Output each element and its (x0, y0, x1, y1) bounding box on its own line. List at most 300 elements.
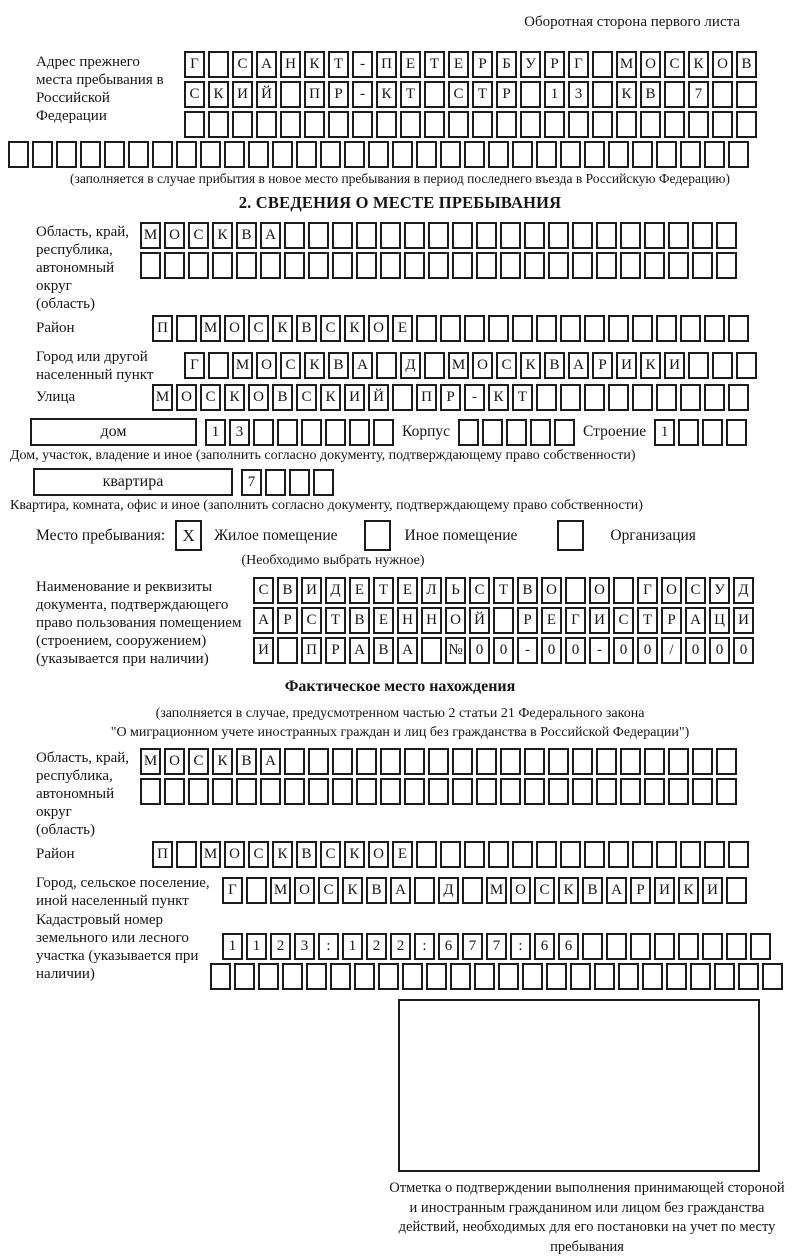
char-cell (280, 81, 301, 108)
char-cell (620, 222, 641, 249)
char-cell (246, 877, 267, 904)
char-cell: К (304, 51, 325, 78)
char-cell: Т (472, 81, 493, 108)
char-cell (188, 252, 209, 279)
char-cell (428, 778, 449, 805)
char-cell: Й (256, 81, 277, 108)
char-cell (356, 748, 377, 775)
cadastral-row-1 (222, 933, 783, 960)
char-cell (428, 748, 449, 775)
char-cell: В (296, 315, 317, 342)
char-cell (536, 141, 557, 168)
char-cell (680, 141, 701, 168)
char-cell (356, 222, 377, 249)
char-cell (416, 315, 437, 342)
char-cell (482, 419, 503, 446)
char-cell: - (589, 637, 610, 664)
char-cell: П (152, 841, 173, 868)
char-cell (176, 141, 197, 168)
char-cell: Н (280, 51, 301, 78)
char-cell (416, 841, 437, 868)
char-cell: С (469, 577, 490, 604)
char-cell (644, 222, 665, 249)
char-cell (678, 933, 699, 960)
char-cell (380, 748, 401, 775)
char-cell: О (510, 877, 531, 904)
char-cell (620, 778, 641, 805)
char-cell: 6 (438, 933, 459, 960)
char-cell: Р (328, 81, 349, 108)
char-cell (544, 111, 565, 138)
char-cell: М (140, 222, 161, 249)
char-cell: И (301, 577, 322, 604)
char-cell (140, 252, 161, 279)
char-cell (428, 252, 449, 279)
char-cell: 2 (270, 933, 291, 960)
char-cell: П (152, 315, 173, 342)
fact-region-row-1 (140, 748, 737, 775)
char-cell (632, 384, 653, 411)
char-cell: К (688, 51, 709, 78)
char-cell: Р (325, 637, 346, 664)
char-cell (632, 141, 653, 168)
char-cell: В (236, 748, 257, 775)
char-cell (524, 778, 545, 805)
char-cell: В (296, 841, 317, 868)
char-cell (512, 841, 533, 868)
char-cell: - (352, 81, 373, 108)
city-block (8, 347, 792, 384)
char-cell (277, 637, 298, 664)
char-cell (282, 963, 303, 990)
char-cell: 7 (241, 469, 262, 496)
char-cell: М (200, 841, 221, 868)
char-cell (522, 963, 543, 990)
char-cell (352, 111, 373, 138)
char-cell (668, 778, 689, 805)
house-caption: Дом, участок, владение и иное (заполнить согласно документу, подтверждающему право собственности) (10, 448, 636, 463)
char-cell (608, 384, 629, 411)
char-cell: К (558, 877, 579, 904)
char-cell (104, 141, 125, 168)
char-cell (280, 111, 301, 138)
char-cell (464, 841, 485, 868)
char-cell: Д (325, 577, 346, 604)
char-cell: И (616, 352, 637, 379)
fact-note-line1: (заполняется в случае, предусмотренном частью 2 статьи 21 Федерального закона (155, 706, 645, 721)
fact-region-label: Область, край, республика, автономный округ (область) (36, 750, 130, 838)
char-cell: С (280, 352, 301, 379)
char-cell (546, 963, 567, 990)
char-cell (584, 141, 605, 168)
char-cell: Г (222, 877, 243, 904)
char-cell (716, 252, 737, 279)
char-cell (306, 963, 327, 990)
char-cell (368, 141, 389, 168)
char-cell (301, 419, 322, 446)
char-cell: В (272, 384, 293, 411)
char-cell: 1 (544, 81, 565, 108)
char-cell: Т (493, 577, 514, 604)
char-cell: В (582, 877, 603, 904)
char-cell: И (253, 637, 274, 664)
char-cell: Е (397, 577, 418, 604)
char-cell (424, 111, 445, 138)
char-cell (524, 252, 545, 279)
char-cell: В (366, 877, 387, 904)
char-cell: - (517, 637, 538, 664)
char-cell (440, 841, 461, 868)
char-cell: М (152, 384, 173, 411)
char-cell (440, 141, 461, 168)
house-number-cells (205, 419, 394, 446)
char-cell: Л (421, 577, 442, 604)
street-block (8, 384, 792, 414)
char-cell: С (448, 81, 469, 108)
prev-address-block (8, 51, 792, 141)
char-cell (704, 315, 725, 342)
char-cell (712, 352, 733, 379)
char-cell (500, 748, 521, 775)
char-cell: К (272, 841, 293, 868)
char-cell (378, 963, 399, 990)
char-cell: А (390, 877, 411, 904)
char-cell (536, 384, 557, 411)
char-cell (678, 419, 699, 446)
char-cell: - (464, 384, 485, 411)
char-cell: 3 (229, 419, 250, 446)
char-cell (608, 315, 629, 342)
char-cell (506, 419, 527, 446)
char-cell: М (200, 315, 221, 342)
char-cell (762, 963, 783, 990)
header-note: Оборотная сторона первого листа (524, 14, 740, 30)
char-cell (616, 111, 637, 138)
char-cell: М (448, 352, 469, 379)
fact-city-row (222, 877, 747, 904)
char-cell (728, 384, 749, 411)
char-cell (354, 963, 375, 990)
char-cell (224, 141, 245, 168)
char-cell (656, 141, 677, 168)
char-cell: А (685, 607, 706, 634)
char-cell: К (212, 748, 233, 775)
char-cell (184, 111, 205, 138)
char-cell (404, 222, 425, 249)
char-cell (414, 877, 435, 904)
char-cell (376, 352, 397, 379)
char-cell (554, 419, 575, 446)
char-cell: Н (397, 607, 418, 634)
char-cell (548, 222, 569, 249)
char-cell (208, 51, 229, 78)
char-cell (704, 384, 725, 411)
char-cell: : (318, 933, 339, 960)
char-cell (56, 141, 77, 168)
char-cell: И (702, 877, 723, 904)
char-cell: К (224, 384, 245, 411)
cadastral-block (8, 910, 792, 993)
confirmation-mark-box (398, 999, 760, 1172)
char-cell: Е (392, 841, 413, 868)
char-cell (272, 141, 293, 168)
char-cell: В (349, 607, 370, 634)
char-cell: Д (438, 877, 459, 904)
char-cell (644, 252, 665, 279)
char-cell: 0 (685, 637, 706, 664)
char-cell (654, 933, 675, 960)
char-cell (464, 315, 485, 342)
document-row-3 (253, 637, 754, 664)
char-cell: К (208, 81, 229, 108)
char-cell (596, 222, 617, 249)
char-cell (440, 315, 461, 342)
char-cell (712, 111, 733, 138)
char-cell: С (664, 51, 685, 78)
char-cell: О (712, 51, 733, 78)
char-cell: Е (392, 315, 413, 342)
char-cell (690, 963, 711, 990)
char-cell (512, 315, 533, 342)
char-cell (404, 778, 425, 805)
char-cell (656, 315, 677, 342)
char-cell: Т (512, 384, 533, 411)
char-cell: Г (184, 51, 205, 78)
char-cell: О (640, 51, 661, 78)
char-cell: Й (368, 384, 389, 411)
fact-district-block (8, 841, 792, 871)
char-cell (736, 352, 757, 379)
char-cell: К (520, 352, 541, 379)
char-cell (164, 252, 185, 279)
char-cell: Д (733, 577, 754, 604)
char-cell (716, 222, 737, 249)
char-cell (596, 748, 617, 775)
char-cell (265, 469, 286, 496)
char-cell: В (640, 81, 661, 108)
char-cell (248, 141, 269, 168)
char-cell (488, 841, 509, 868)
char-cell (128, 141, 149, 168)
char-cell (80, 141, 101, 168)
char-cell: 7 (486, 933, 507, 960)
cadastral-row-2 (210, 963, 783, 990)
char-cell: О (541, 577, 562, 604)
char-cell (332, 252, 353, 279)
other-premises-label: Иное помещение (404, 526, 518, 544)
char-cell: : (414, 933, 435, 960)
char-cell: С (318, 877, 339, 904)
fact-region-block (8, 748, 792, 839)
char-cell: С (534, 877, 555, 904)
char-cell (392, 384, 413, 411)
char-cell (548, 748, 569, 775)
char-cell: Е (448, 51, 469, 78)
char-cell: 0 (493, 637, 514, 664)
char-cell (714, 963, 735, 990)
char-cell: О (589, 577, 610, 604)
char-cell (304, 111, 325, 138)
stay-type-line (36, 520, 792, 551)
char-cell: 7 (462, 933, 483, 960)
char-cell (330, 963, 351, 990)
char-cell: Й (469, 607, 490, 634)
char-cell (236, 252, 257, 279)
char-cell: С (320, 841, 341, 868)
prev-address-row-1 (184, 51, 757, 78)
char-cell: В (328, 352, 349, 379)
document-row-2 (253, 607, 754, 634)
char-cell (584, 841, 605, 868)
char-cell (349, 419, 370, 446)
char-cell (8, 141, 29, 168)
char-cell (620, 252, 641, 279)
char-cell: Т (325, 607, 346, 634)
char-cell: К (640, 352, 661, 379)
char-cell: К (272, 315, 293, 342)
char-cell: В (236, 222, 257, 249)
char-cell: М (270, 877, 291, 904)
char-cell: А (397, 637, 418, 664)
char-cell: 0 (565, 637, 586, 664)
char-cell (702, 419, 723, 446)
char-cell: А (253, 607, 274, 634)
char-cell: Т (400, 81, 421, 108)
char-cell (152, 141, 173, 168)
char-cell (568, 111, 589, 138)
char-cell: Р (517, 607, 538, 634)
prev-address-row-2 (184, 81, 757, 108)
char-cell (640, 111, 661, 138)
char-cell (448, 111, 469, 138)
char-cell: А (256, 51, 277, 78)
char-cell: О (164, 748, 185, 775)
char-cell: 1 (654, 419, 675, 446)
char-cell: № (445, 637, 466, 664)
char-cell (500, 252, 521, 279)
prev-address-row-4 (8, 141, 792, 168)
char-cell (572, 222, 593, 249)
char-cell: 0 (469, 637, 490, 664)
char-cell: Е (373, 607, 394, 634)
char-cell (464, 141, 485, 168)
char-cell (313, 469, 334, 496)
char-cell (488, 141, 509, 168)
char-cell (536, 315, 557, 342)
street-label: Улица (36, 389, 76, 405)
document-label: Наименование и реквизиты документа, подтверждающего право пользования помещением (строением, сооружением) (указывается при наличии) (36, 579, 242, 667)
prev-address-caption: (заполняется в случае прибытия в новое место пребывания в период последнего въезда в Российскую Федерацию) (69, 171, 731, 186)
char-cell: С (232, 51, 253, 78)
char-cell: Ь (445, 577, 466, 604)
document-block (8, 577, 792, 668)
char-cell (560, 384, 581, 411)
char-cell (356, 778, 377, 805)
char-cell: К (342, 877, 363, 904)
char-cell (584, 315, 605, 342)
char-cell: Р (472, 51, 493, 78)
char-cell: 1 (342, 933, 363, 960)
char-cell (620, 748, 641, 775)
char-cell (692, 778, 713, 805)
char-cell (332, 778, 353, 805)
char-cell: О (472, 352, 493, 379)
char-cell (750, 933, 771, 960)
char-cell (200, 141, 221, 168)
char-cell: С (248, 315, 269, 342)
char-cell (472, 111, 493, 138)
char-cell (524, 222, 545, 249)
char-cell: Г (184, 352, 205, 379)
char-cell: К (488, 384, 509, 411)
stay-type-label: Место пребывания: (36, 526, 166, 544)
organization-checkbox (557, 520, 584, 551)
char-cell (356, 252, 377, 279)
char-cell: С (685, 577, 706, 604)
char-cell (613, 577, 634, 604)
fact-note-line2: "О миграционном учете иностранных граждан и лиц без гражданства в Российской Федерации") (110, 725, 690, 740)
char-cell (668, 748, 689, 775)
char-cell (668, 252, 689, 279)
char-cell (728, 141, 749, 168)
char-cell: 6 (558, 933, 579, 960)
char-cell (688, 111, 709, 138)
char-cell: К (616, 81, 637, 108)
char-cell (632, 841, 653, 868)
char-cell (642, 963, 663, 990)
char-cell: 0 (637, 637, 658, 664)
apartment-caption: Квартира, комната, офис и иное (заполнить согласно документу, подтверждающему право собственности) (10, 498, 643, 513)
korpus-cells (458, 419, 575, 446)
char-cell: В (277, 577, 298, 604)
char-cell: Т (424, 51, 445, 78)
char-cell (308, 222, 329, 249)
char-cell (716, 748, 737, 775)
char-cell: 7 (688, 81, 709, 108)
char-cell: И (589, 607, 610, 634)
char-cell (404, 252, 425, 279)
stroenie-cells (654, 419, 747, 446)
char-cell (606, 933, 627, 960)
char-cell: К (376, 81, 397, 108)
char-cell (738, 963, 759, 990)
char-cell: В (736, 51, 757, 78)
char-cell (664, 111, 685, 138)
char-cell: В (517, 577, 538, 604)
char-cell: 1 (246, 933, 267, 960)
char-cell: 0 (613, 637, 634, 664)
char-cell: К (344, 841, 365, 868)
char-cell (452, 748, 473, 775)
korpus-label: Корпус (402, 423, 450, 440)
region-row-1 (140, 222, 737, 249)
char-cell: Т (373, 577, 394, 604)
char-cell: М (140, 748, 161, 775)
other-premises-checkbox (364, 520, 391, 551)
char-cell (212, 252, 233, 279)
char-cell (452, 252, 473, 279)
char-cell (680, 841, 701, 868)
char-cell: О (224, 841, 245, 868)
residential-label: Жилое помещение (214, 526, 338, 544)
char-cell: А (568, 352, 589, 379)
char-cell (308, 778, 329, 805)
region-block (8, 222, 792, 313)
char-cell: С (253, 577, 274, 604)
char-cell: А (260, 748, 281, 775)
char-cell (424, 352, 445, 379)
district-label: Район (36, 320, 75, 336)
